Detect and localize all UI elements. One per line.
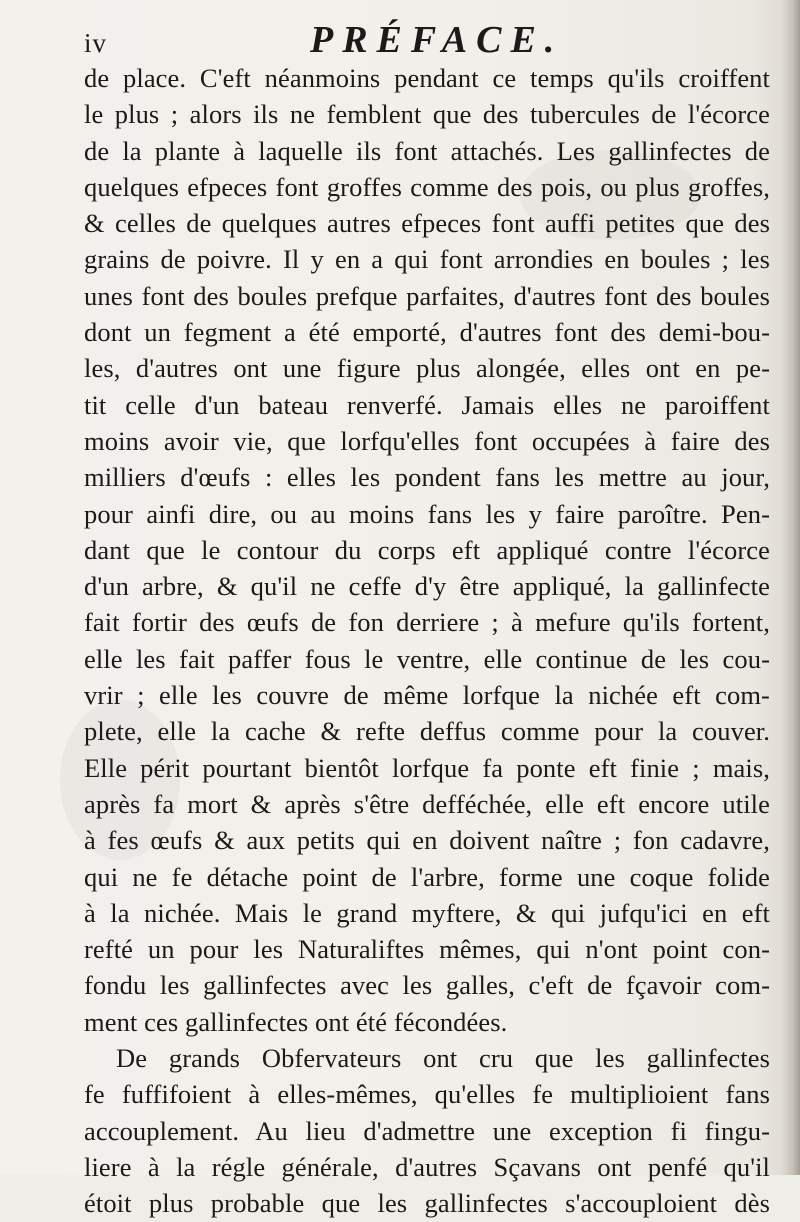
page-edge-shadow — [782, 0, 800, 1175]
text-line: dant que le contour du corps eft appliqué contre l'écorce — [84, 534, 770, 565]
text-line: unes font des boules prefque parfaites, d'autres font des boules — [84, 280, 770, 311]
text-line: fe fuffifoient à elles-mêmes, qu'elles fe multiplioient fans — [84, 1079, 770, 1110]
text-line: Elle périt pourtant bientôt lorfque fa ponte eft finie ; mais, — [84, 752, 770, 783]
page-number: iv — [84, 28, 108, 58]
text-line: pour ainfi dire, ou au moins fans les y faire paroître. Pen- — [84, 498, 770, 529]
text-line: qui ne fe détache point de l'arbre, forme une coque folide — [84, 861, 770, 892]
text-line: les, d'autres ont une figure plus alongée, elles ont en pe- — [84, 353, 770, 384]
text-line: liere à la régle générale, d'autres Sçavans ont penfé qu'il — [84, 1151, 770, 1182]
text-line: d'un arbre, & qu'il ne ceffe d'y être appliqué, la gallinfecte — [84, 571, 770, 602]
paragraph-start-line: De grands Obfervateurs ont cru que les gallinfectes — [116, 1043, 770, 1074]
text-line: fondu les gallinfectes avec les galles, c'eft de fçavoir com- — [84, 970, 770, 1001]
text-line: de la plante à laquelle ils font attachés. Les gallinfectes de — [84, 135, 770, 166]
text-line: elle les fait paffer fous le ventre, elle continue de les cou- — [84, 643, 770, 674]
page-header — [84, 18, 764, 66]
running-title: PRÉFACE. — [310, 19, 564, 61]
text-line: à la nichée. Mais le grand myftere, & qui jufqu'ici en eft — [84, 897, 770, 928]
body-text — [84, 60, 770, 1222]
text-line: après fa mort & après s'être defféchée, elle eft encore utile — [84, 788, 770, 819]
text-line: tit celle d'un bateau renverfé. Jamais elles ne paroiffent — [84, 389, 770, 420]
text-line: plete, elle la cache & refte deffus comme pour la couver. — [84, 716, 770, 747]
text-line: & celles de quelques autres efpeces font auffi petites que des — [84, 208, 770, 239]
text-line: le plus ; alors ils ne femblent que des tubercules de l'écorce — [84, 99, 770, 130]
text-line: vrir ; elle les couvre de même lorfque la nichée eft com- — [84, 680, 770, 711]
text-line: milliers d'œufs : elles les pondent fans les mettre au jour, — [84, 462, 770, 493]
text-line: grains de poivre. Il y en a qui font arrondies en boules ; les — [84, 244, 770, 275]
text-line: quelques efpeces font groffes comme des pois, ou plus groffes, — [84, 171, 770, 202]
text-line: fait fortir des œufs de fon derriere ; à mefure qu'ils fortent, — [84, 607, 770, 638]
text-line: refté un pour les Naturaliftes mêmes, qui n'ont point con- — [84, 934, 770, 965]
text-line: dont un fegment a été emporté, d'autres font des demi-bou- — [84, 317, 770, 348]
text-line: étoit plus probable que les gallinfectes s'accouploient dès — [84, 1188, 770, 1219]
text-line: à fes œufs & aux petits qui en doivent naître ; fon cadavre, — [84, 825, 770, 856]
text-line: moins avoir vie, que lorfqu'elles font occupées à faire des — [84, 425, 770, 456]
text-line: accouplement. Au lieu d'admettre une exception fi fingu- — [84, 1115, 770, 1146]
paragraph-end-line: ment ces gallinfectes ont été fécondées. — [84, 1006, 508, 1037]
text-line: de place. C'eft néanmoins pendant ce temps qu'ils croiffent — [84, 63, 770, 93]
